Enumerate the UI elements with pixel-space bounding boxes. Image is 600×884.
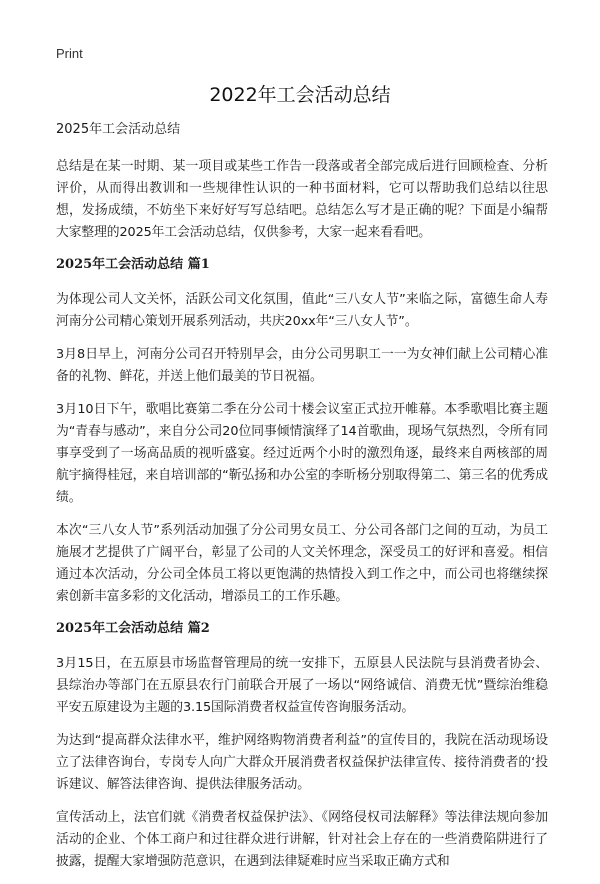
section-heading-1: 2025年工会活动总结 篇1 [56,257,210,272]
section-1-paragraph-3: 3月10日下午，歌唱比赛第二季在分公司十楼会议室正式拉开帷幕。本季歌唱比赛主题为“青春与感动”，来自分公司20位同事倾情演绎了14首歌曲，现场气氛热烈，令所有同事享受到了一场高品质的视听盛宴。经过近两个小时的激烈角逐，最终来自两核部的周航宇摘得桂冠，来自培训部的“靳弘扬和办公室的李昕杨分别取得第二、第三名的优秀成绩。 [56,402,548,505]
section-1-paragraph-1: 为体现公司人文关怀，活跃公司文化氛围，值此“三八女人节”来临之际，富德生命人寿河南分公司精心策划开展系列活动，共庆20xx年“三八女人节”。 [56,292,548,329]
section-2-paragraph-2: 为达到“提高群众法律水平，维护网络购物消费者利益”的宣传目的，我院在活动现场设立了法律咨询台，专岗专人向广大群众开展消费者权益保护法律宣传、接待消费者的‘投诉建议、解答法律咨询、提供法律服务活动。 [56,733,548,792]
section-1-paragraph-2: 3月8日早上，河南分公司召开特别早会，由分公司男职工一一为女神们献上公司精心准备的礼物、鲜花，并送上他们最美的节日祝福。 [56,347,548,384]
section-2-paragraph-3: 宣传活动上，法官们就《消费者权益保护法》、《网络侵权司法解释》等法律法规向参加活动的企业、个体工商户和过往群众进行讲解，针对社会上存在的一些消费陷阱进行了披露，提醒大家增强防范意识，在遇到法律疑难时应当采取正确方式和 [56,810,548,869]
section-2-paragraph-1: 3月15日，在五原县市场监督管理局的统一安排下，五原县人民法院与县消费者协会、县综治办等部门在五原县农行门前联合开展了一场以“网络诚信、消费无忧”暨综治维稳平安五原建设为主题的3.15国际消费者权益宣传咨询服务活动。 [56,656,548,715]
print-link[interactable]: Print [56,46,83,61]
section-heading-2: 2025年工会活动总结 篇2 [56,621,210,636]
article-subtitle: 2025年工会活动总结 [56,122,181,137]
intro-paragraph: 总结是在某一时期、某一项目或某些工作告一段落或者全部完成后进行回顾检查、分析评价，从而得出教训和一些规律性认识的一种书面材料，它可以帮助我们总结以往思想，发扬成绩，不妨坐下来好好写写总结吧。总结怎么写才是正确的呢？下面是小编帮大家整理的2025年工会活动总结，仅供参考，大家一起来看看吧。 [56,159,548,240]
article-body [56,120,548,884]
section-1-paragraph-4: 本次“三八女人节”系列活动加强了分公司男女员工、分公司各部门之间的互动，为员工施展才艺提供了广阔平台，彰显了公司的人文关怀理念，深受员工的好评和喜爱。相信通过本次活动，分公司全体员工将以更饱满的热情投入到工作之中，而公司也将继续探索创新丰富多彩的文化活动，增添员工的工作乐趣。 [56,523,548,604]
page-title: 2022年工会活动总结 [209,84,391,106]
